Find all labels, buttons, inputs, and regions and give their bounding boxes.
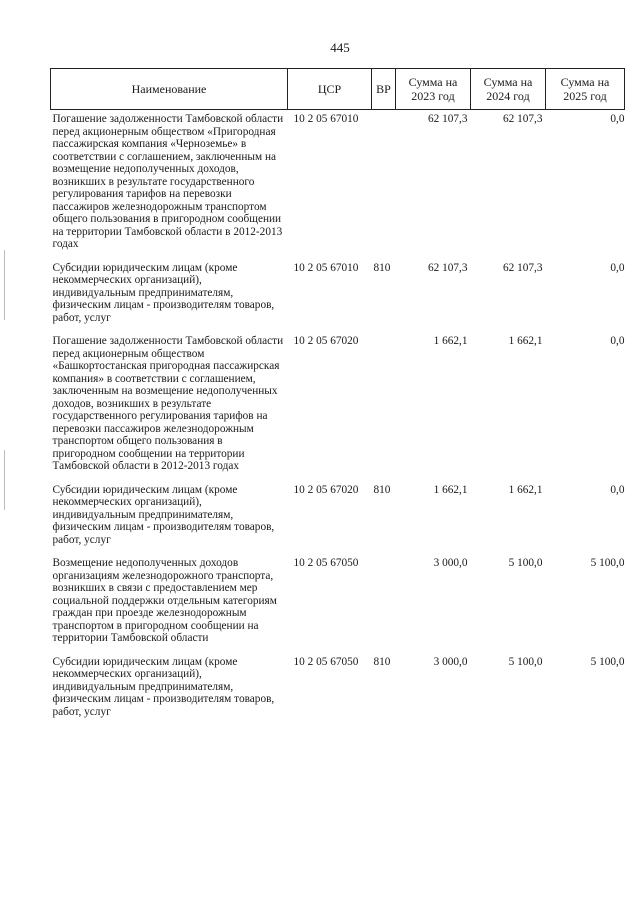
row-sum-2025: 5 100,0 xyxy=(590,557,625,569)
header-sum-2023: Сумма на 2023 год xyxy=(396,69,471,110)
row-sum-2024: 62 107,3 xyxy=(502,113,543,125)
row-sum-2024: 5 100,0 xyxy=(508,557,543,569)
header-name: Наименование xyxy=(51,69,288,110)
table-row xyxy=(51,653,625,719)
row-sum-2025: 0,0 xyxy=(610,261,625,274)
row-sum-2023: 62 107,3 xyxy=(427,113,468,125)
header-vr: ВР xyxy=(372,69,396,110)
row-sum-2024: 1 662,1 xyxy=(508,335,543,347)
row-sum-2023: 1 662,1 xyxy=(433,335,468,347)
row-sum-2023: 62 107,3 xyxy=(427,261,468,274)
row-csr: 10 2 05 67050 xyxy=(293,557,359,569)
scan-edge-mark xyxy=(4,250,5,320)
row-csr: 10 2 05 67050 xyxy=(293,655,359,668)
row-vr: 810 xyxy=(373,261,391,274)
row-sum-2024: 1 662,1 xyxy=(508,483,543,496)
row-name: Субсидии юридическим лицам (кроме некоммерческих организаций), индивидуальным предпринимателям, физическим лицам - производителям товаров, работ, услуг xyxy=(52,261,275,324)
row-sum-2024: 5 100,0 xyxy=(508,655,543,668)
row-sum-2023: 1 662,1 xyxy=(433,483,468,496)
row-csr: 10 2 05 67010 xyxy=(293,261,359,274)
row-sum-2024: 62 107,3 xyxy=(502,261,543,274)
row-spacer xyxy=(51,546,625,554)
row-csr: 10 2 05 67010 xyxy=(293,113,359,125)
header-sum-2025: Сумма на 2025 год xyxy=(546,69,625,110)
row-sum-2025: 0,0 xyxy=(610,113,625,125)
table-row xyxy=(51,332,625,473)
row-csr: 10 2 05 67020 xyxy=(293,483,359,496)
budget-table xyxy=(50,68,625,718)
row-spacer xyxy=(51,324,625,332)
table-row xyxy=(51,554,625,645)
row-sum-2025: 5 100,0 xyxy=(590,655,625,668)
row-sum-2025: 0,0 xyxy=(610,483,625,496)
row-sum-2023: 3 000,0 xyxy=(433,655,468,668)
row-csr: 10 2 05 67020 xyxy=(293,335,359,347)
scan-edge-mark xyxy=(4,450,5,510)
row-name: Возмещение недополученных доходов организациям железнодорожного транспорта, возникших в связи с предоставлением мер социальной поддержки отдельным категориям граждан при проезде железнодорожным транспортом в пригородном сообщении на территории Тамбовской области xyxy=(52,557,277,644)
row-vr xyxy=(372,554,396,645)
header-csr: ЦСР xyxy=(288,69,372,110)
table-row xyxy=(51,481,625,547)
row-name: Погашение задолженности Тамбовской области перед акционерным обществом «Башкортостанская пригородная пассажирская компания» в соответствии с соглашением, заключенным на возмещение недополученных доходов, возникших в результате государственного регулирования тарифов на перевозки пассажиров железнодорожным транспортом общего пользования в пригородном сообщении на территории Тамбовской области в 2012-2013 годах xyxy=(52,335,284,472)
row-spacer xyxy=(51,473,625,481)
header-sum-2024: Сумма на 2024 год xyxy=(471,69,546,110)
row-name: Субсидии юридическим лицам (кроме некоммерческих организаций), индивидуальным предпринимателям, физическим лицам - производителям товаров, работ, услуг xyxy=(52,655,275,718)
row-sum-2023: 3 000,0 xyxy=(433,557,468,569)
row-vr: 810 xyxy=(373,483,391,496)
row-spacer xyxy=(51,251,625,259)
table-header-row xyxy=(51,69,625,110)
row-vr xyxy=(372,332,396,473)
row-sum-2025: 0,0 xyxy=(610,335,625,347)
row-vr: 810 xyxy=(373,655,391,668)
row-spacer xyxy=(51,645,625,653)
row-name: Субсидии юридическим лицам (кроме некоммерческих организаций), индивидуальным предпринимателям, физическим лицам - производителям товаров, работ, услуг xyxy=(52,483,275,546)
row-name: Погашение задолженности Тамбовской области перед акционерным обществом «Пригородная пассажирская компания «Черноземье» в соответствии с соглашением, заключенным на возмещение недополученных доходов, возникших в результате государственного регулирования тарифов на перевозки пассажиров железнодорожным транспортом общего пользования в пригородном сообщении на территории Тамбовской области в 2012-2013 годах xyxy=(52,113,284,250)
table-row xyxy=(51,259,625,325)
row-vr xyxy=(372,110,396,251)
table-row xyxy=(51,110,625,251)
page-number: 445 xyxy=(330,40,350,55)
